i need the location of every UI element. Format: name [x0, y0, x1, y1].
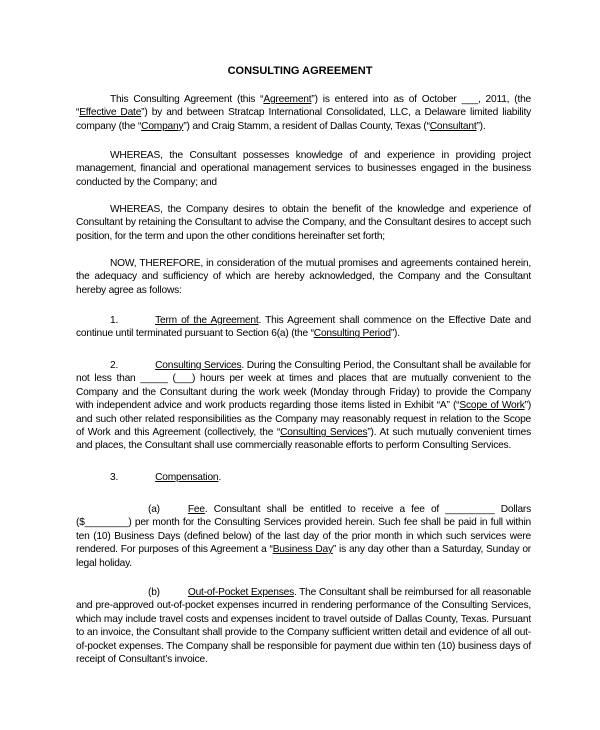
preamble-text: ”).: [476, 120, 486, 132]
section-text: . During the Consulting Period, the Consultant shall be available for not less than _____ (___) hours per week at times and places that are mutually convenient to the Company and the Consultant during the work week (Monday through Friday) to provide the Company with independent advice and work products regarding those items listed in Exhibit “A” (“: [76, 360, 531, 412]
section-3-paragraph: [76, 471, 531, 484]
preamble-text: ”) by and between Stratcap International Consolidated, LLC, a Delaware limited liability company (the “: [76, 107, 531, 132]
section-text: ”). At such mutually convenient times and places, the Consultant shall use commercially reasonable efforts to perform Consulting Services.: [76, 427, 532, 452]
agreement-clause-paragraph: [76, 257, 531, 297]
defined-term-consultant: Consultant: [429, 120, 477, 132]
subsection-text: . The Consultant shall be reimbursed for all reasonable and pre-approved out-of-pocket expenses incurred in rendering performance of the Consulting Services, which may include travel costs and expenses incident to travel outside of Dallas County, Texas. Pursuant to an invoice, the Consultant shall provide to the Company sufficient written detail and evidence of all out-of-pocket expenses. The Company shall be responsible for payment due within ten (10) business days of receipt of Consultant’s invoice.: [76, 587, 531, 666]
subsection-heading: Out-of-Pocket Expenses: [187, 587, 294, 598]
section-heading: Term of the Agreement: [155, 315, 259, 326]
agreement-clause-text: NOW, THEREFORE, in consideration of the mutual promises and agreements contained herein, the adequacy and sufficiency of which are hereby acknowledged, the Company and the Consultant hereby agree as follows:: [76, 258, 531, 296]
subsection-heading: Fee: [187, 504, 205, 515]
section-number: 2.: [110, 360, 119, 371]
preamble-text: ”) and Craig Stamm, a resident of Dallas County, Texas (“: [183, 120, 430, 132]
defined-term-agreement: Agreement: [263, 94, 312, 105]
recital-paragraph-2: [76, 203, 531, 243]
section-heading: Consulting Services: [155, 360, 242, 371]
section-text: . This Agreement shall commence on the Effective Date and continue until terminated pursuant to Section 6(a) (the “: [76, 315, 531, 340]
section-2-paragraph: [76, 359, 531, 453]
recital-paragraph-1: [76, 149, 531, 189]
recital-text: WHEREAS, the Company desires to obtain the benefit of the knowledge and experience of Consultant by retaining the Consultant to advise the Company, and the Consultant desires to accept such position, for the term and upon the other conditions hereinafter set forth;: [76, 204, 531, 242]
section-3b-paragraph: [76, 586, 531, 666]
defined-term-scope-of-work: Scope of Work: [459, 400, 525, 412]
section-number: 1.: [110, 315, 119, 326]
subsection-text: ” is any day other than a Saturday, Sunday or legal holiday.: [76, 544, 531, 569]
section-heading: Compensation: [155, 472, 219, 483]
defined-term-company: Company: [141, 120, 184, 132]
section-1-paragraph: [76, 314, 531, 341]
preamble-text: ”) is entered into as of October ___, 2011, (the “: [76, 94, 532, 119]
preamble-paragraph: [76, 93, 531, 133]
subsection-label: (b): [148, 587, 160, 598]
recital-text: WHEREAS, the Consultant possesses knowledge of and experience in providing project management, financial and operational management services to businesses engaged in the business conducted by the Company; and: [76, 150, 531, 188]
document-title: CONSULTING AGREEMENT: [227, 65, 373, 77]
defined-term-business-day: Business Day: [272, 544, 333, 556]
section-text: ”) and such other related responsibilities as the Company may reasonably request in relation to the Scope of Work and this Agreement (collectively, the “: [76, 400, 532, 439]
section-number: 3.: [110, 472, 119, 483]
section-text: ”).: [390, 328, 400, 340]
subsection-text: . Consultant shall be entitled to receive a fee of _________ Dollars ($________) per month for the Consulting Services provided herein. Such fee shall be paid in full within ten (10) Business Days (defined below) of the last day of the prior month in which such services were rendered. For purposes of this Agreement a “: [76, 504, 531, 556]
section-text: .: [218, 472, 222, 483]
subsection-label: (a): [148, 504, 160, 515]
section-3a-paragraph: [76, 503, 531, 570]
defined-term-consulting-period: Consulting Period: [313, 328, 391, 340]
preamble-text: This Consulting Agreement (this “: [110, 94, 264, 105]
defined-term-consulting-services: Consulting Services: [280, 427, 368, 439]
defined-term-effective-date: Effective Date: [79, 107, 142, 119]
